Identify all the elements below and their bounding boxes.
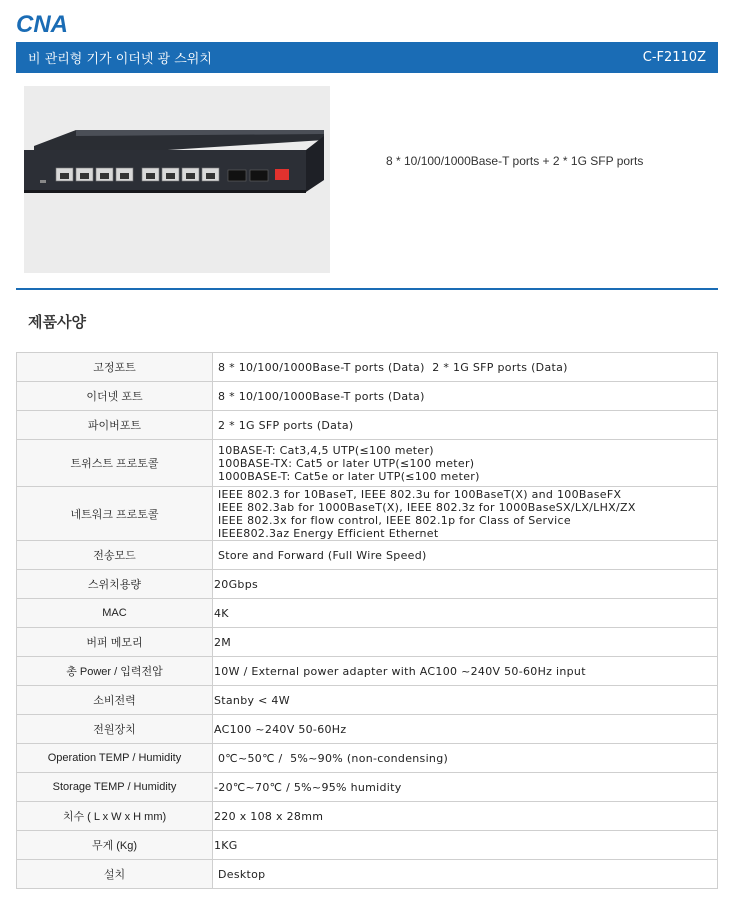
spec-value — [213, 487, 718, 541]
spec-value-line: 2M — [214, 635, 232, 649]
spec-label: MAC — [17, 599, 213, 628]
spec-value-line: IEEE 802.3ab for 1000BaseT(X), IEEE 802.3z for 1000BaseSX/LX/LHX/ZX — [218, 500, 636, 514]
spec-label: 트위스트 프로토콜 — [17, 440, 213, 487]
spec-value-line: IEEE 802.3x for flow control, IEEE 802.1p for Class of Service — [218, 513, 571, 527]
spec-label: 스위치용량 — [17, 570, 213, 599]
spec-value-line: 8 * 10/100/1000Base-T ports (Data) — [218, 389, 425, 403]
spec-label: 이더넷 포트 — [17, 382, 213, 411]
spec-label: 고정포트 — [17, 353, 213, 382]
table-row — [17, 715, 718, 744]
table-row — [17, 353, 718, 382]
spec-value — [213, 773, 718, 802]
table-row — [17, 487, 718, 541]
spec-value-line: Desktop — [218, 867, 266, 881]
spec-value — [213, 411, 718, 440]
table-row — [17, 541, 718, 570]
spec-value — [213, 686, 718, 715]
spec-value — [213, 382, 718, 411]
spec-label: 버퍼 메모리 — [17, 628, 213, 657]
spec-value-line: 100BASE-TX: Cat5 or later UTP(≤100 meter) — [218, 456, 475, 470]
cna-logo-mark — [16, 8, 76, 38]
table-row — [17, 411, 718, 440]
spec-value-line: 8 * 10/100/1000Base-T ports (Data) 2 * 1G SFP ports (Data) — [218, 360, 568, 374]
spec-label: 설치 — [17, 860, 213, 889]
spec-label: Operation TEMP / Humidity — [17, 744, 213, 773]
spec-label: 네트워크 프로토콜 — [17, 487, 213, 541]
spec-value-line: IEEE802.3az Energy Efficient Ethernet — [218, 526, 439, 540]
table-row — [17, 628, 718, 657]
logo-text: CNA — [16, 11, 68, 38]
spec-value-line: 0℃~50℃ / 5%~90% (non-condensing) — [218, 751, 449, 765]
spec-value-line: 10W / External power adapter with AC100 ~240V 50-60Hz input — [214, 664, 586, 678]
spec-label: 무게 (Kg) — [17, 831, 213, 860]
spec-label: 전송모드 — [17, 541, 213, 570]
spec-value — [213, 831, 718, 860]
table-row — [17, 382, 718, 411]
spec-label: 치수 ( L x W x H mm) — [17, 802, 213, 831]
spec-value — [213, 657, 718, 686]
cna-logo[interactable] — [16, 8, 76, 38]
spec-value — [213, 440, 718, 487]
table-row — [17, 599, 718, 628]
spec-value-line: IEEE 802.3 for 10BaseT, IEEE 802.3u for 100BaseT(X) and 100BaseFX — [218, 487, 622, 501]
spec-value — [213, 599, 718, 628]
table-row — [17, 657, 718, 686]
product-image — [24, 86, 330, 273]
table-row — [17, 570, 718, 599]
spec-label: 전원장치 — [17, 715, 213, 744]
spec-value-line: -20℃~70℃ / 5%~95% humidity — [214, 780, 402, 794]
table-row — [17, 773, 718, 802]
spec-value — [213, 802, 718, 831]
spec-value — [213, 860, 718, 889]
spec-value — [213, 353, 718, 382]
spec-label: 총 Power / 입력전압 — [17, 657, 213, 686]
switch-illustration — [24, 86, 330, 273]
product-title-bar — [16, 42, 718, 73]
spec-value-line: Stanby < 4W — [214, 693, 290, 707]
table-row — [17, 686, 718, 715]
spec-value-line: 220 x 108 x 28mm — [214, 809, 324, 823]
spec-value-line: 1KG — [214, 838, 238, 852]
spec-value — [213, 744, 718, 773]
table-row — [17, 802, 718, 831]
spec-value — [213, 715, 718, 744]
spec-label: Storage TEMP / Humidity — [17, 773, 213, 802]
section-title: 제품사양 — [28, 313, 86, 331]
spec-value-line: AC100 ~240V 50-60Hz — [214, 722, 347, 736]
spec-table — [16, 352, 718, 889]
spec-label: 소비전력 — [17, 686, 213, 715]
product-title: 비 관리형 기가 이더넷 광 스위치 — [28, 52, 212, 67]
spec-value-line: 4K — [214, 606, 229, 620]
spec-value-line: 2 * 1G SFP ports (Data) — [218, 418, 354, 432]
table-row — [17, 744, 718, 773]
spec-value-line: 1000BASE-T: Cat5e or later UTP(≤100 meter) — [218, 469, 480, 483]
spec-value — [213, 541, 718, 570]
section-divider — [16, 288, 718, 290]
product-summary: 8 * 10/100/1000Base-T ports + 2 * 1G SFP ports — [386, 154, 644, 168]
spec-value-line: 10BASE-T: Cat3,4,5 UTP(≤100 meter) — [218, 443, 434, 457]
spec-value — [213, 628, 718, 657]
model-number: C-F2110Z — [642, 50, 706, 65]
table-row — [17, 860, 718, 889]
table-row — [17, 440, 718, 487]
table-row — [17, 831, 718, 860]
spec-value-line: Store and Forward (Full Wire Speed) — [218, 548, 427, 562]
spec-value-line: 20Gbps — [214, 577, 259, 591]
spec-label: 파이버포트 — [17, 411, 213, 440]
spec-value — [213, 570, 718, 599]
